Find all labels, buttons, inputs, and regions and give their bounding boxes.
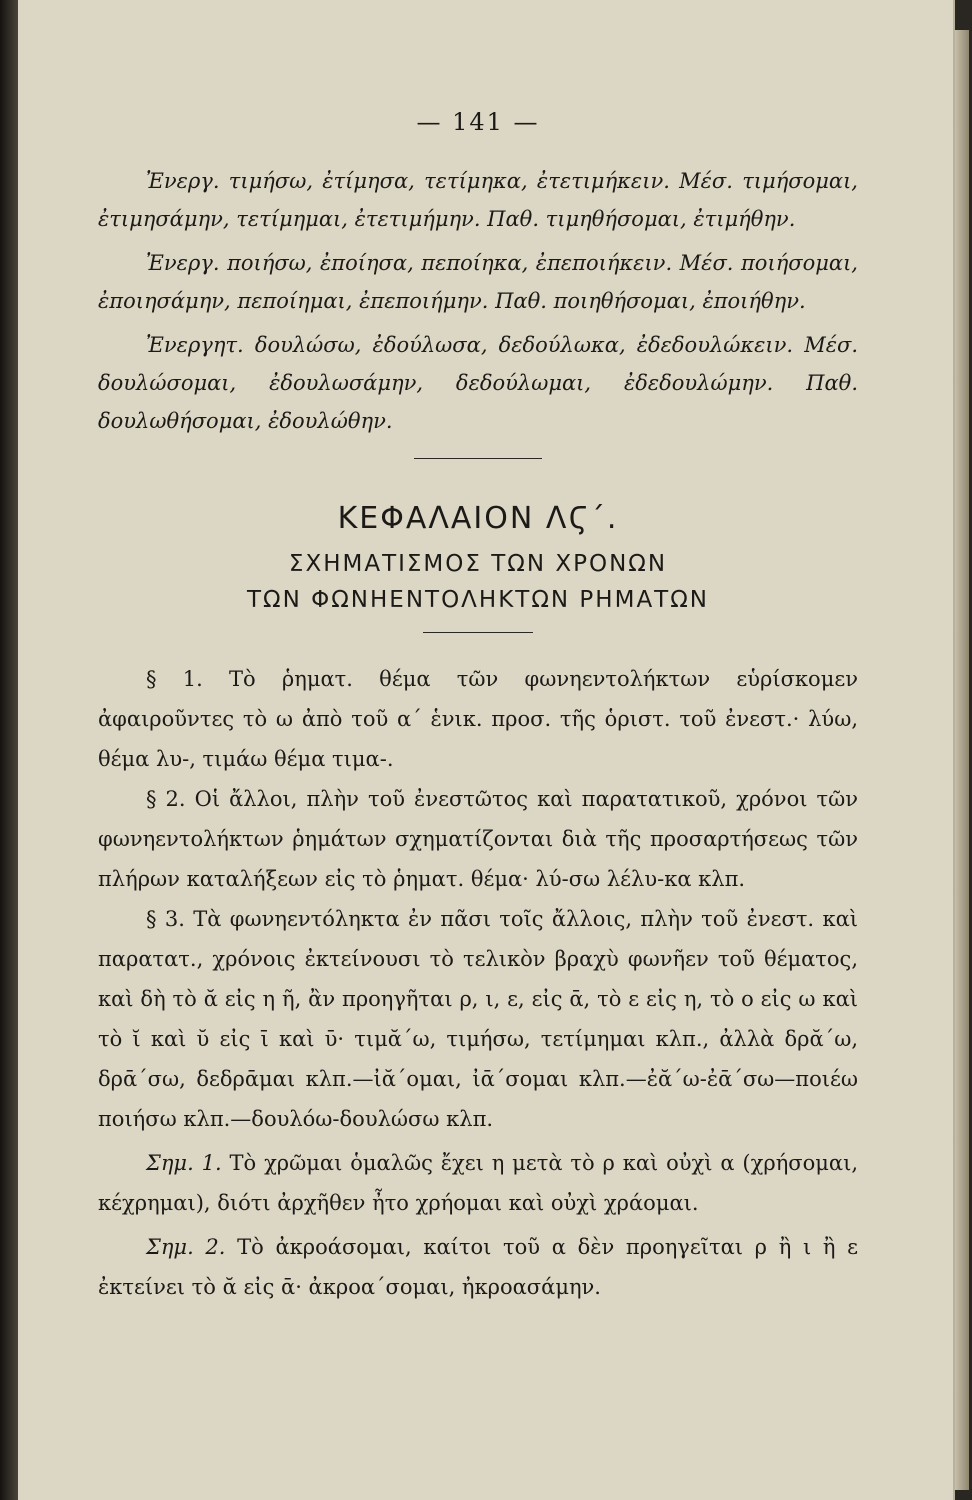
note-1-text: Τὸ χρῶμαι ὁμαλῶς ἔχει η μετὰ τὸ ρ καὶ οὐχὶ α (χρήσομαι, κέχρημαι), διότι ἀρχῆθεν ἦτο χρήομαι καὶ οὐχὶ χράομαι. — [98, 1151, 858, 1215]
chapter-subtitle-line2: ΤΩΝ ΦΩΝΗΕΝΤΟΛΗΚΤΩΝ ΡΗΜΑΤΩΝ — [246, 587, 710, 613]
page-edge — [955, 30, 969, 1490]
section-3: § 3. Τὰ φωνηεντόληκτα ἐν πᾶσι τοῖς ἄλλοις, πλὴν τοῦ ἐνεστ. καὶ παρατατ., χρόνοις ἐκτείνουσι τὸ τελικὸν βραχὺ φωνῆεν τοῦ θέματος, καὶ δὴ τὸ ᾰ εἰς η ῆ, ἂν προηγῆται ρ, ι, ε, εἰς ᾱ, τὸ ε εἰς η, τὸ ο εἰς ω καὶ τὸ ῐ καὶ ῠ εἰς ῑ καὶ ῡ· τιμᾰ΄ω, τιμήσω, τετίμημαι κλπ., ἀλλὰ δρᾰ΄ω, δρᾱ΄σω, δεδρᾱμαι κλπ.—ἰᾰ΄ομαι, ἰᾱ΄σομαι κλπ.—ἐᾰ΄ω-ἐᾱ΄σω—ποιέω ποιήσω κλπ.—δουλόω-δουλώσω κλπ. — [98, 907, 858, 1131]
chapter-title: ΚΕΦΑΛΑΙΟΝ ΛϚ΄. — [337, 501, 619, 536]
paragraph-douloo: Ἐνεργητ. δουλώσω, ἐδούλωσα, δεδούλωκα, ἐδεδουλώκειν. Μέσ. δουλώσομαι, ἐδουλωσάμην, δεδούλωμαι, ἐδεδουλώμην. Παθ. δουλωθήσομαι, ἐδουλώθην. — [98, 333, 858, 433]
page-number: — 141 — — [416, 108, 540, 136]
note-2-text: Τὸ ἀκροάσομαι, καίτοι τοῦ α δὲν προηγεῖται ρ ἢ ι ἢ ε ἐκτείνει τὸ ᾰ εἰς ᾱ· ἀκροα΄σομαι, ἠκροασάμην. — [98, 1235, 858, 1299]
paragraph-poieo: Ἐνεργ. ποιήσω, ἐποίησα, πεποίηκα, ἐπεποιήκειν. Μέσ. ποιήσομαι, ἐποιησάμην, πεποίημαι, ἐπεποιήμην. Παθ. ποιηθήσομαι, ἐποιήθην. — [98, 251, 858, 313]
note-2 — [98, 1227, 858, 1307]
sections — [98, 659, 858, 1307]
page-text — [98, 108, 858, 1307]
book-page — [18, 0, 955, 1500]
section-divider — [414, 458, 542, 459]
note-1-label: Σημ. 1. — [146, 1151, 222, 1175]
section-1: § 1. Τὸ ῥηματ. θέμα τῶν φωνηεντολήκτων εὑρίσκομεν ἀφαιροῦντες τὸ ω ἀπὸ τοῦ α΄ ἑνικ. προσ. τῆς ὁριστ. τοῦ ἐνεστ.· λύω, θέμα λυ-, τιμάω θέμα τιμα-. — [98, 667, 858, 771]
chapter-subtitle-line1: ΣΧΗΜΑΤΙΣΜΟΣ ΤΩΝ ΧΡΟΝΩΝ — [288, 551, 668, 577]
note-2-label: Σημ. 2. — [146, 1235, 226, 1259]
note-1 — [98, 1143, 858, 1223]
paragraph-timao: Ἐνεργ. τιμήσω, ἐτίμησα, τετίμηκα, ἐτετιμήκειν. Μέσ. τιμήσομαι, ἐτιμησάμην, τετίμημαι, ἐτετιμήμην. Παθ. τιμηθήσομαι, ἐτιμήθην. — [98, 169, 858, 231]
section-2: § 2. Οἱ ἄλλοι, πλὴν τοῦ ἐνεστῶτος καὶ παρατατικοῦ, χρόνοι τῶν φωνηεντολήκτων ῥημάτων σχηματίζονται διὰ τῆς προσαρτήσεως τῶν πλήρων καταλήξεων εἰς τὸ ῥηματ. θέμα· λύ-σω λέλυ-κα κλπ. — [98, 787, 858, 891]
book-gutter — [0, 0, 18, 1500]
subtitle-divider — [423, 632, 533, 633]
